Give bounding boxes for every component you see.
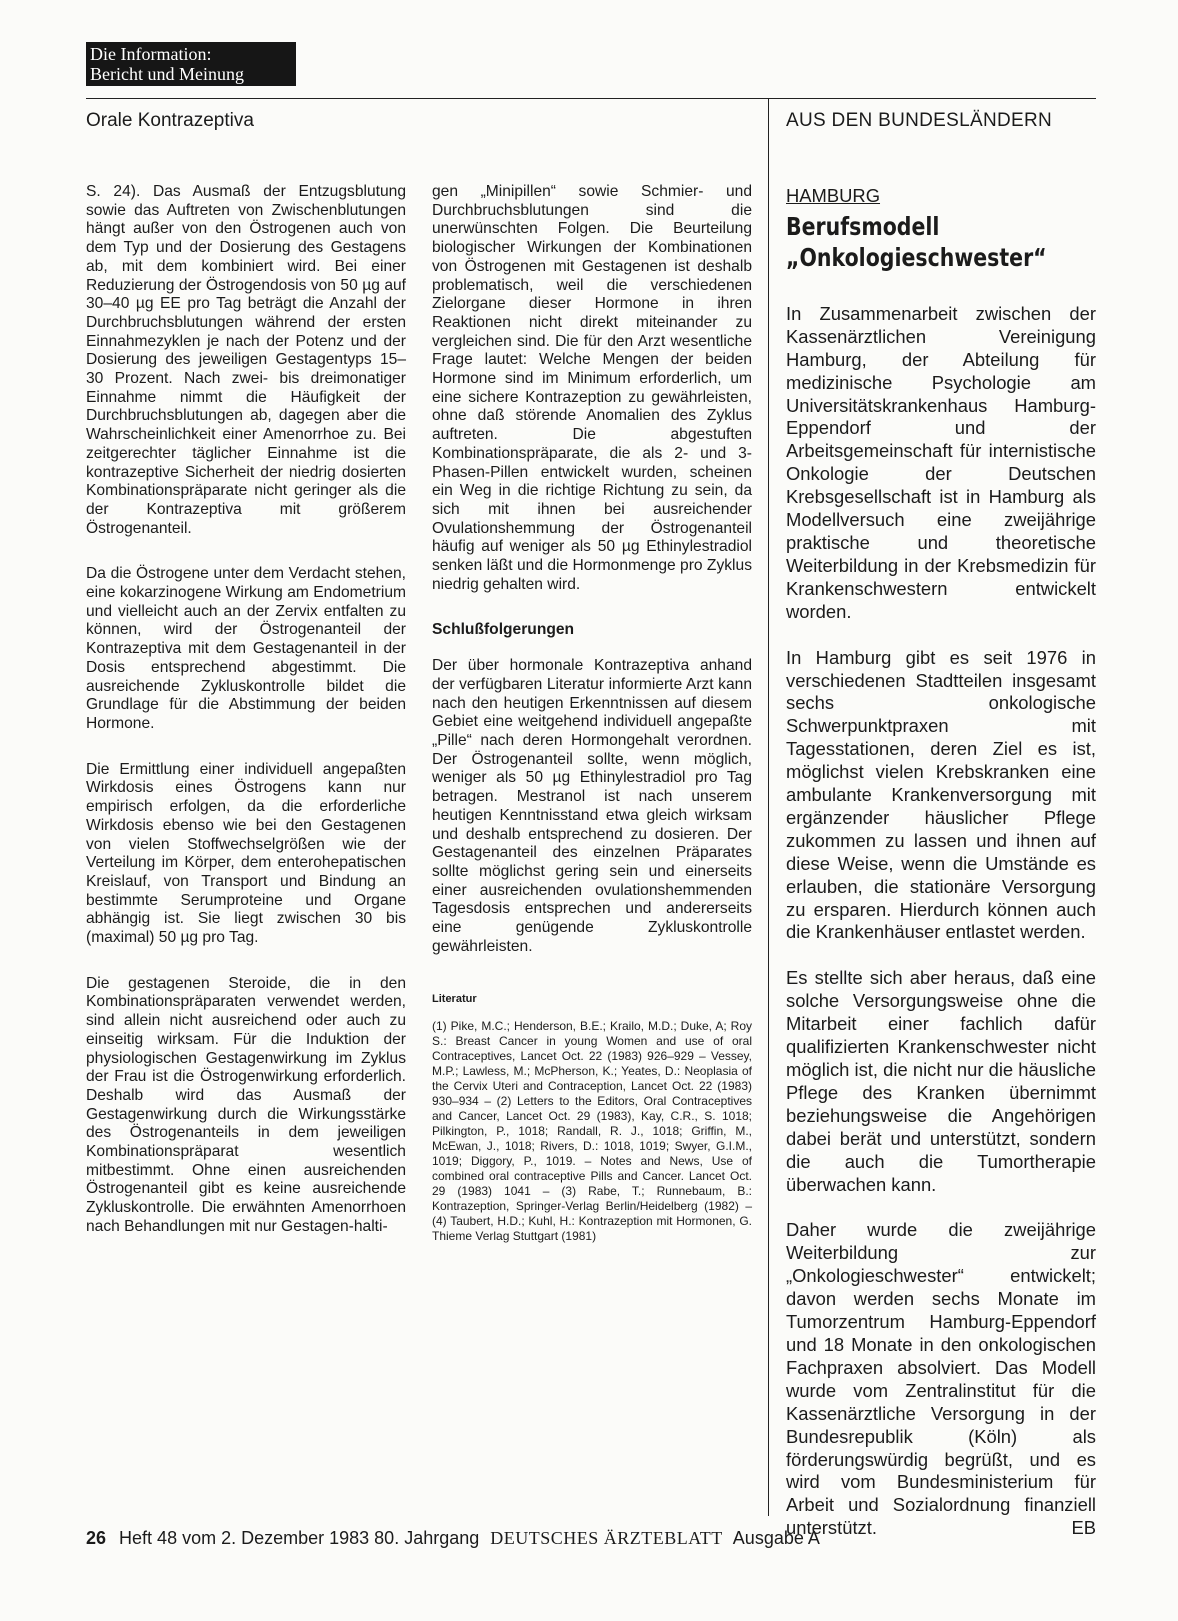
headline-line-2: „Onkologieschwester“ xyxy=(786,242,1047,272)
paragraph-last xyxy=(786,1219,1096,1540)
badge-line-1: Die Information: xyxy=(90,44,212,64)
article-column-2 xyxy=(432,183,752,1244)
article-column-3 xyxy=(786,185,1096,1563)
badge-line-2: Bericht und Meinung xyxy=(90,64,244,84)
section-title-right: AUS DEN BUNDESLÄNDERN xyxy=(786,110,1053,131)
paragraph: In Zusammenarbeit zwischen der Kassenärztlichen Vereinigung Hamburg, der Abteilung für medizinische Psychologie am Universitätskrankenhaus Hamburg-Eppendorf und der Arbeitsgemeinschaft für internistische Onkologie der Deutschen Krebsgesellschaft ist in Hamburg als Modellversuch eine zweijährige praktische und theoretische Weiterbildung in der Krebsmedizin für Krankenschwestern entwickelt worden. xyxy=(786,302,1096,622)
paragraph: gen „Minipillen“ sowie Schmier- und Durchbruchsblutungen sind die unerwünschten Folgen. Die Beurteilung biologischer Wirkungen der Kombinationen von Östrogenen mit Gestagenen ist deshalb problematisch, weil die verschiedenen Zielorgane dieser Hormone in ihren Reaktionen nicht direkt miteinander zu vergleichen sind. Die für den Arzt wesentliche Frage lautet: Welche Mengen der beiden Hormone sind im Minimum erforderlich, um eine sichere Kontrazeption zu gewährleisten, ohne daß störende Anomalien des Zyklus auftreten. Die abgestuften Kombinationspräparate, die als 2- und 3-Phasen-Pillen entwickelt wurden, scheinen ein Weg in die richtige Richtung zu sein, da sich mit ihnen bei ausreichender Ovulationshemmung der Östrogenanteil häufig auf weniger als 50 µg Ethinylestradiol senken läßt und die Hormonmenge pro Zyklus niedrig gehalten wird. xyxy=(432,183,752,593)
headline-line-1: Berufsmodell xyxy=(786,211,940,241)
section-badge xyxy=(86,42,296,86)
paragraph: S. 24). Das Ausmaß der Entzugsblutung sowie das Auftreten von Zwischenblutungen hängt außer von den Östrogenen auch von dem Typ und der Dosierung des Gestagens ab, mit dem kombiniert wird. Bei einer Reduzierung der Östrogendosis von 50 µg auf 30–40 µg EE pro Tag beträgt die Anzahl der Durchbruchsblutungen während der ersten Einnahmezyklen je nach der Potenz und der Dosierung des jeweiligen Gestagentyps 15–30 Prozent. Nach zwei- bis dreimonatiger Einnahme nimmt die Häufigkeit der Durchbruchsblutungen ab, dagegen aber die Wahrscheinlichkeit einer Amenorrhoe zu. Bei zeitgerechter täglicher Einnahme ist die kontrazeptive Sicherheit der niedrig dosierten Kombinationspräparate nicht geringer als die der Kontrazeptiva mit größerem Östrogenanteil. xyxy=(86,183,406,537)
paragraph: Der über hormonale Kontrazeptiva anhand der verfügbaren Literatur informierte Arzt kann nach den heutigen Erkenntnissen auf diesem Gebiet eine weitgehend individuell angepaßte „Pille“ nach deren Hormongehalt verordnen. Der Östrogenanteil sollte, wenn möglich, weniger als 50 µg Ethinylestradiol pro Tag betragen. Mestranol ist nach unserem heutigen Kenntnisstand etwa gleich wirksam und deshalb entsprechend zu dosieren. Der Gestagenanteil des einzelnen Präparates sollte möglichst gering sein und einerseits einer ausreichenden ovulationshemmenden Tagesdosis entsprechen und andererseits eine genügende Zykluskontrolle gewährleisten. xyxy=(432,657,752,955)
region-label: HAMBURG xyxy=(786,185,881,206)
magazine-name: DEUTSCHES ÄRZTEBLATT xyxy=(490,1528,723,1548)
literature-references: (1) Pike, M.C.; Henderson, B.E.; Krailo, M.D.; Duke, A; Roy S.: Breast Cancer in young Women and use of oral Contraceptives, Lancet Oct. 22 (1983) 926–929 – Vessey, M.P.; Lawless, M.; McPherson, K.; Yeates, D.: Neoplasia of the Cervix Uteri and Contraception, Lancet Oct. 22 (1983) 930–934 – (2) Letters to the Editors, Oral Contraceptives and Cancer, Lancet Oct. 29 (1983), Kay, C.R., S. 1018; Pilkington, P., 1018; Randall, R. J., 1018; Griffin, M., McEwan, J., 1018; Rivers, D.: 1018, 1019; Swyer, G.I.M., 1019; Diggory, P., 1019. – Notes and News, Use of combined oral contraceptive Pills and Cancer. Lancet Oct. 29 (1983) 1041 – (3) Rabe, T.; Runnebaum, B.: Kontrazeption, Springer-Verlag Berlin/Heidelberg (1982) – (4) Taubert, H.D.; Kuhl, H.: Kontrazeption mit Hormonen, G. Thieme Verlag Stuttgart (1981) xyxy=(432,1019,752,1244)
column-divider xyxy=(768,98,769,1516)
paragraph-text: Daher wurde die zweijährige Weiterbildung zur „Onkologieschwester“ entwickelt; davon werden sechs Monate im Tumorzentrum Hamburg-Eppendorf und 18 Monate in den onkologischen Fachpraxen absolviert. Das Modell wurde vom Zentralinstitut für die Kassenärztliche Versorgung in der Bundesrepublik (Köln) als förderungswürdig begrüßt, und es wird vom Bundesministerium für Arbeit und Sozialordnung finanziell unterstützt. xyxy=(786,1219,1096,1539)
section-title-left: Orale Kontrazeptiva xyxy=(86,110,254,131)
author-initials: EB xyxy=(1071,1517,1096,1539)
article-column-1 xyxy=(86,183,406,1264)
paragraph: Da die Östrogene unter dem Verdacht stehen, eine kokarzinogene Wirkung am Endometrium und vielleicht auch an der Zervix entfalten zu können, wird der Östrogenanteil der Kontrazeptiva mit dem Gestagenanteil in der Dosis entsprechend abgestimmt. Die ausreichende Zykluskontrolle bildet die Grundlage für die Abstimmung der beiden Hormone. xyxy=(86,565,406,732)
article-headline xyxy=(786,211,1047,273)
subheading-conclusions: Schlußfolgerungen xyxy=(432,621,575,639)
issue-info: Heft 48 vom 2. Dezember 1983 80. Jahrgang xyxy=(119,1528,480,1548)
page-footer xyxy=(86,1528,820,1549)
page-number: 26 xyxy=(86,1528,107,1548)
literature-heading: Literatur xyxy=(432,993,477,1006)
edition-label: Ausgabe A xyxy=(732,1528,820,1548)
paragraph: Es stellte sich aber heraus, daß eine solche Versorgungsweise ohne die Mitarbeit einer fachlich dafür qualifizierten Krankenschwester nicht möglich ist, die nicht nur die häusliche Pflege des Kranken übernimmt beziehungsweise die Angehörigen dabei berät und unterstützt, sondern die auch die Tumortherapie überwachen kann. xyxy=(786,967,1096,1195)
header-rule xyxy=(86,98,1096,99)
paragraph: Die gestagenen Steroide, die in den Kombinationspräparaten verwendet werden, sind allein nicht ausreichend oder auch zu einseitig wirksam. Für die Induktion der physiologischen Gestagenwirkung im Zyklus der Frau ist die Östrogenwirkung erforderlich. Deshalb wird das Ausmaß der Gestagenwirkung durch die Wirkungsstärke des Östrogenanteils in dem jeweiligen Kombinationspräparat wesentlich mitbestimmt. Ohne einen ausreichenden Östrogenanteil gibt es keine ausreichende Zykluskontrolle. Die erwähnten Amenorrhoen nach Behandlungen mit nur Gestagen-halti- xyxy=(86,974,406,1235)
paragraph: In Hamburg gibt es seit 1976 in verschiedenen Stadtteilen insgesamt sechs onkologische Schwerpunktpraxen mit Tagesstationen, deren Ziel es ist, möglichst vielen Krebskranken eine ambulante Krankenversorgung mit ergänzender häuslicher Pflege zukommen zu lassen und ihnen auf diese Weise, wenn die Umstände es erlauben, die stationäre Versorgung zu ersparen. Hierdurch können auch die Krankenhäuser entlastet werden. xyxy=(786,646,1096,943)
paragraph: Die Ermittlung einer individuell angepaßten Wirkdosis eines Östrogens kann nur empirisch erfolgen, da die erforderliche Wirkdosis ebenso wie bei den Gestagenen von vielen Stoffwechselgrößen wie der Verteilung im Körper, dem enterohepatischen Kreislauf, von Transport und Bindung an bestimmte Serumproteine und Organe abhängig ist. Sie liegt zwischen 30 bis (maximal) 50 µg pro Tag. xyxy=(86,760,406,947)
